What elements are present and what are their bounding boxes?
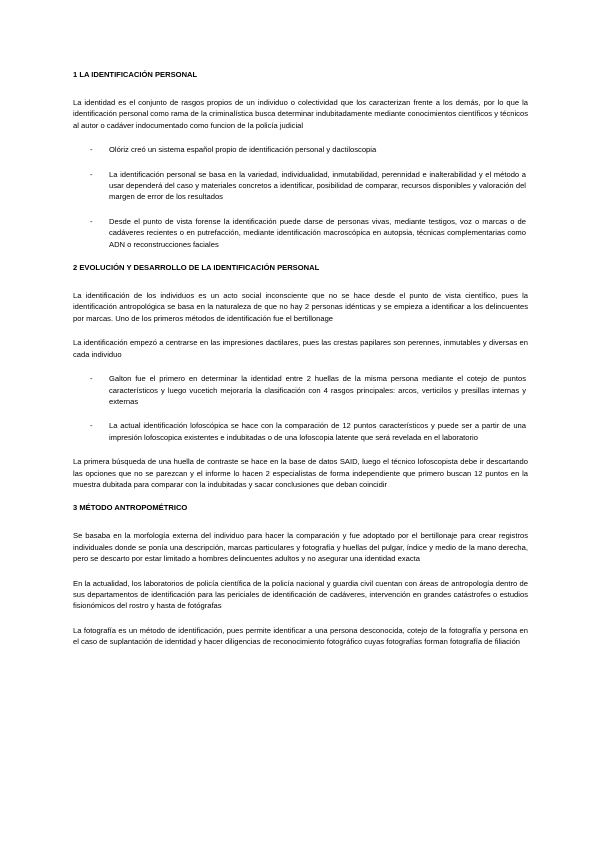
section-2-paragraph-2: La identificación empezó a centrarse en las impresiones dactilares, pues las crestas papilares son perennes, inmutables y diversas en cada individuo: [73, 338, 528, 359]
section-2-heading: 2 EVOLUCIÓN Y DESARROLLO DE LA IDENTIFICACIÓN PERSONAL: [73, 263, 320, 273]
list-item: [73, 144, 528, 155]
section-3-heading: 3 MÉTODO ANTROPOMÉTRICO: [73, 503, 188, 513]
list-item: [73, 216, 528, 250]
list-item: [73, 420, 528, 443]
dash-marker: -: [90, 374, 93, 384]
section-3-paragraph-3: La fotografía es un método de identificación, pues permite identificar a una persona desconocida, cotejo de la fotografía y persona en el caso de suplantación de identidad y hacer diligencias de reconocimiento fotográfico cuyas fotografías forman fotografía de filiación: [73, 625, 528, 647]
list-item: [73, 169, 528, 203]
section-1-intro: La identidad es el conjunto de rasgos propios de un individuo o colectividad que los caracterizan frente a los demás, por lo que la identificación personal como rama de la criminalística busca determinar indubitadamente mediante conocimientos científicos y técnicos al autor o cadáver indocumentado como funcion de la policía judicial: [73, 98, 528, 130]
section-1-heading: 1 LA IDENTIFICACIÓN PERSONAL: [73, 70, 198, 79]
section-3-paragraph-2: En la actualidad, los laboratorios de policía científica de la policía nacional y guardia civil cuentan con áreas de antropología dentro de sus departamentos de identificación para las periciales de identificación de cadáveres, intervención en grandes catástrofes o estudios fisionómicos del rostro y hasta de fotógrafas: [73, 578, 528, 611]
bullet-text: La identificación personal se basa en la variedad, individualidad, inmutabilidad, perennidad e inalterabilidad y el método a usar dependerá del caso y materiales concretos a identificar, posibilidad de comparar, recursos disponibles y valoración del margen de error de los resultados: [109, 169, 526, 202]
dash-marker: -: [90, 169, 93, 179]
list-item: [73, 373, 528, 407]
bullet-text: Olóriz creó un sistema español propio de identificación personal y dactiloscopia: [109, 145, 377, 155]
section-3-paragraph-1: Se basaba en la morfología externa del individuo para hacer la comparación y fue adoptado por el bertillonaje para crear registros individuales donde se ponía una descripción, marcas particulares y fotografía y huellas del pulgar, índice y medio de la mano derecha, pero se descarto por estar limitado a hombres delincuentes adultos y no asegurar una identidad exacta: [73, 531, 528, 564]
dash-marker: -: [90, 145, 93, 155]
dash-marker: -: [90, 421, 93, 431]
section-1-bullet-list: [73, 144, 528, 250]
section-2-paragraph-1: La identificación de los individuos es un acto social inconsciente que no se hace desde el punto de vista científico, pues la identificación antropológica se basa en la naturaleza de que no hay 2 personas idénticas y se empieza a identificar a los delincuentes por marcas. Uno de los primeros métodos de identificación fue el bertillonage: [73, 291, 528, 323]
dash-marker: -: [90, 216, 93, 226]
section-2-bullet-list: [73, 373, 528, 443]
bullet-text: Desde el punto de vista forense la identificación puede darse de personas vivas, mediante testigos, voz o marcas o de cadáveres recientes o en putrefacción, mediante identificación macroscópica en autopsia, técnicas complementarias como ADN o reconstrucciones faciales: [109, 216, 526, 249]
section-2-paragraph-3: La primera búsqueda de una huella de contraste se hace en la base de datos SAID, luego el técnico lofoscopista debe ir descartando las opciones que no se parezcan y el informe lo hacen 2 especialistas de forma independiente que primero buscan 12 puntos en la muestra dubitada para comparar con la indubitadas y sacar conclusiones que deban coincidir: [73, 457, 528, 489]
bullet-text: La actual identificación lofoscópica se hace con la comparación de 12 puntos característicos y puede ser a partir de una impresión lofoscopica existentes e indubitadas o de una lofoscopia latente que será revelada en el laboratorio: [109, 421, 526, 442]
bullet-text: Galton fue el primero en determinar la identidad entre 2 huellas de la misma persona mediante el cotejo de puntos característicos y luego vucetich mejoraría la clasificación con 4 rasgos principales: arcos, verticilos y presillas internas y externas: [109, 374, 526, 406]
